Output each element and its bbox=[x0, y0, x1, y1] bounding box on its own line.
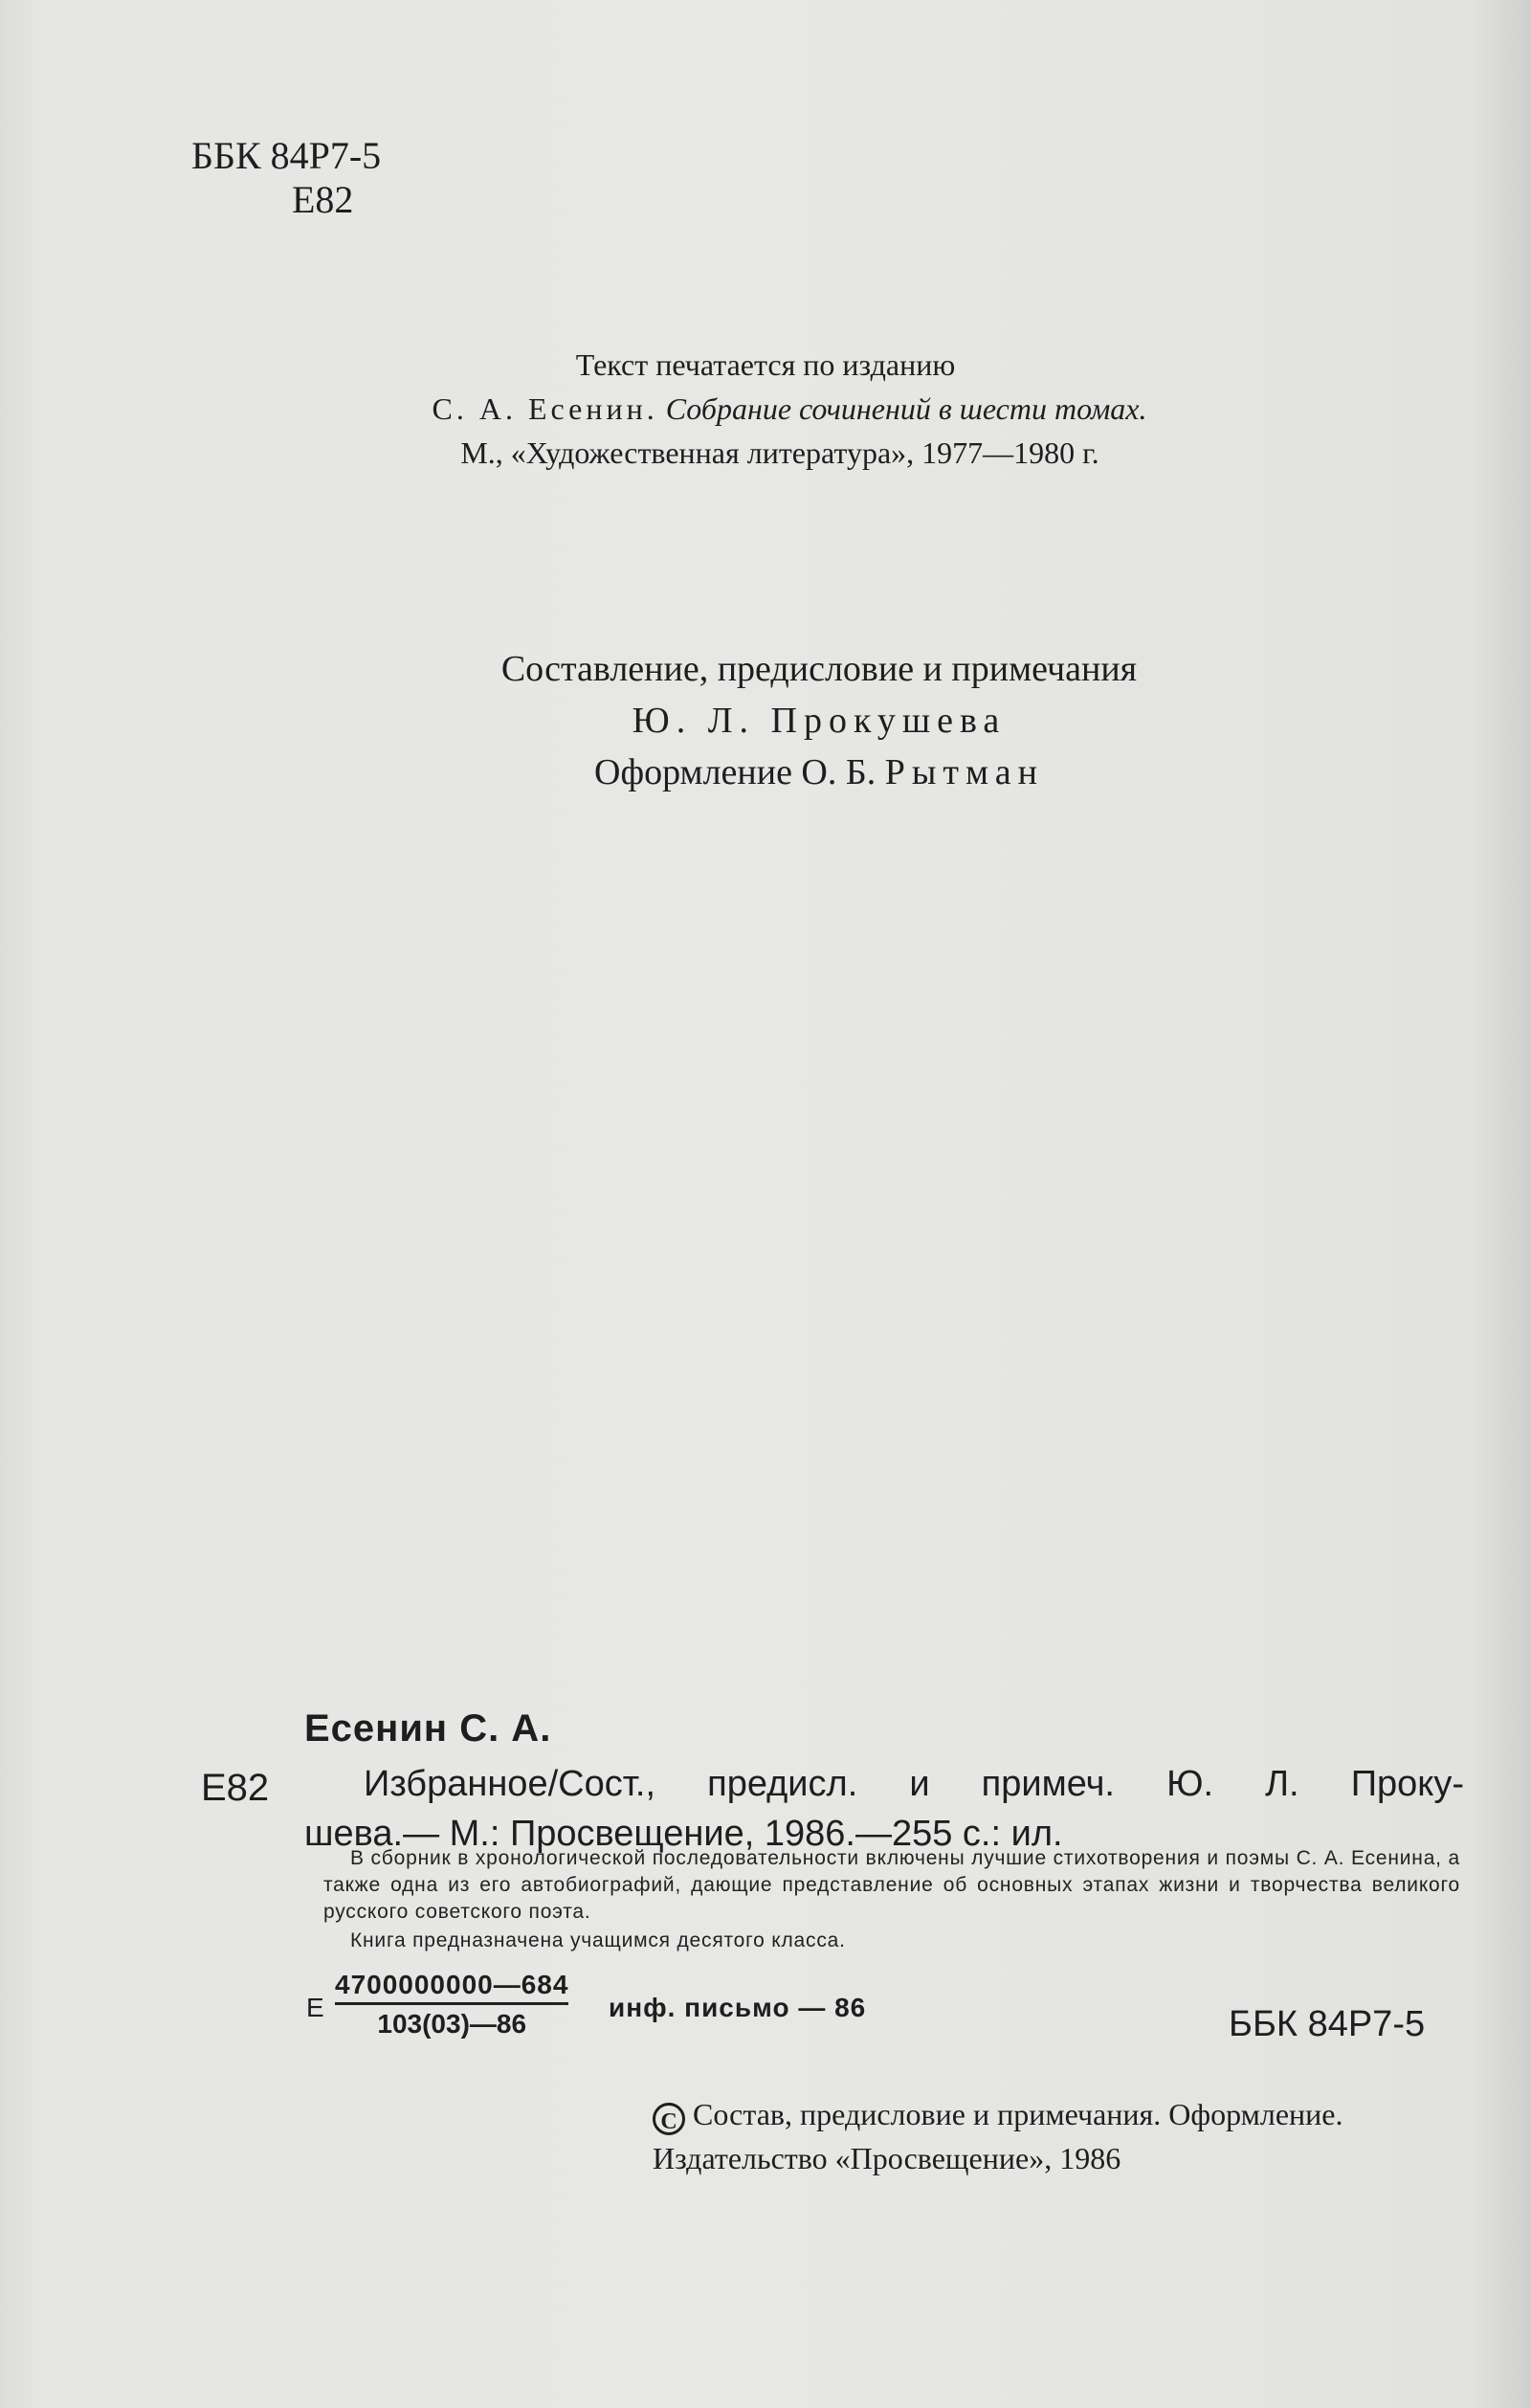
bbk-classification-bottom: ББК 84Р7-5 bbox=[1229, 2004, 1426, 2044]
copyright-line-2: Издательство «Просвещение», 1986 bbox=[653, 2141, 1121, 2175]
catalog-audience: Книга предназначена учащимся десятого класса. bbox=[350, 1929, 846, 1951]
catalog-index: Е82 bbox=[201, 1767, 270, 1809]
code-letter: Е bbox=[306, 1993, 324, 2022]
catalog-description bbox=[364, 1759, 1464, 1809]
source-line-3: М., «Художественная литература», 1977—1980 г. bbox=[460, 435, 1099, 470]
credits-compiler: Ю. Л. Прокушева bbox=[632, 701, 1007, 741]
credits-block bbox=[0, 643, 1531, 798]
design-label: Оформление О. Б. bbox=[594, 752, 876, 792]
source-author: С. А. Есенин. bbox=[432, 391, 658, 426]
catalog-author: Есенин С. А. bbox=[304, 1707, 552, 1750]
author-index: Е82 bbox=[292, 178, 354, 221]
code-fraction bbox=[335, 1970, 568, 2040]
copyright-icon: C bbox=[653, 2103, 685, 2135]
source-edition-note bbox=[0, 343, 1531, 475]
info-letter: инф. письмо — 86 bbox=[609, 1993, 867, 2022]
catalog-line-2: шева.— М.: Просвещение, 1986.—255 с.: ил. bbox=[304, 1814, 1063, 1854]
credits-design bbox=[0, 747, 1531, 798]
designer-name: Рытман bbox=[884, 752, 1044, 792]
source-line-1: Текст печатается по изданию bbox=[575, 347, 956, 382]
catalog-annotation: В сборник в хронологической последовательности включены лучшие стихотворения и поэмы С. А. Есенина, а также одна из его автобиографий, дающие представление об основных этапах жизни и творчества великого русского советского поэта. bbox=[323, 1847, 1460, 1923]
source-work-title: Собрание сочинений в шести томах. bbox=[665, 391, 1147, 426]
code-denominator: 103(03)—86 bbox=[377, 2009, 527, 2039]
catalog-line-1: Избранное/Сост., предисл. и примеч. Ю. Л. Проку- bbox=[364, 1764, 1464, 1804]
bbk-code: ББК 84Р7-5 bbox=[191, 134, 382, 177]
bbk-classification-top bbox=[191, 134, 381, 222]
source-line-2 bbox=[0, 387, 1531, 431]
copyright-text-1: Состав, предисловие и примечания. Оформление. bbox=[693, 2097, 1343, 2131]
copyright-notice bbox=[653, 2092, 1342, 2180]
code-numerator: 4700000000—684 bbox=[335, 1970, 568, 2005]
copyright-line-1 bbox=[653, 2092, 1342, 2136]
credits-line-1: Составление, предисловие и примечания bbox=[500, 649, 1138, 689]
